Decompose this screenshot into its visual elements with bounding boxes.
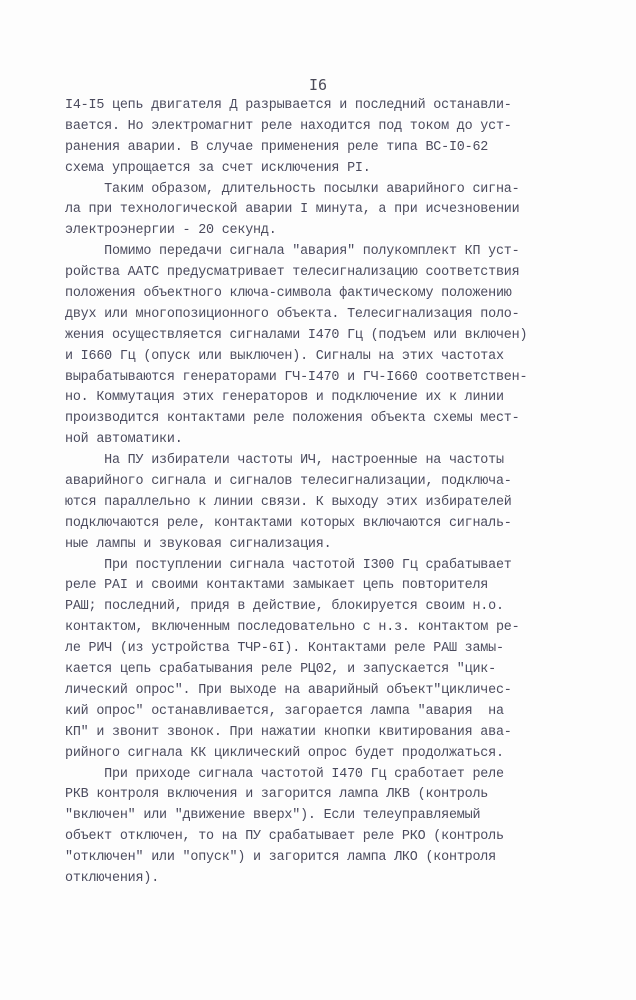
paragraph [65, 451, 560, 555]
text-line: На ПУ избиратели частоты ИЧ, настроенные на частоты [65, 453, 504, 469]
text-line: ла при технологической аварии I минута, а при исчезновении [65, 202, 520, 218]
text-line: КП" и звонит звонок. При нажатии кнопки квитирования ава- [65, 724, 512, 740]
text-line: ные лампы и звуковая сигнализация. [65, 536, 332, 552]
text-line: рийного сигнала КК циклический опрос будет продолжаться. [65, 745, 504, 761]
text-line: РКВ контроля включения и загорится лампа ЛКВ (контроль [65, 787, 489, 803]
text-line: вырабатываются генераторами ГЧ-I470 и ГЧ-I660 соответствен- [65, 369, 528, 385]
text-line: производится контактами реле положения объекта схемы мест- [65, 411, 520, 427]
paragraph [65, 180, 560, 243]
text-line: кается цепь срабатывания реле РЦ02, и запускается "цик- [65, 662, 496, 678]
text-line: РАШ; последний, придя в действие, блокируется своим н.о. [65, 599, 504, 615]
text-line: ранения аварии. В случае применения реле типа ВС-I0-62 [65, 139, 489, 155]
text-line: двух или многопозиционного объекта. Телесигнализация поло- [65, 306, 520, 322]
text-line: схема упрощается за счет исключения PI. [65, 160, 371, 176]
text-line: "включен" или "движение вверх"). Если телеуправляемый [65, 808, 481, 824]
text-line: объект отключен, то на ПУ срабатывает реле РКО (контроль [65, 829, 504, 845]
text-line: электроэнергии - 20 секунд. [65, 223, 277, 239]
text-line: ной автоматики. [65, 432, 183, 448]
text-line: и I660 Гц (опуск или выключен). Сигналы на этих частотах [65, 348, 504, 364]
text-line: лический опрос". При выходе на аварийный объект"цикличес- [65, 682, 512, 698]
text-line: кий опрос" останавливается, загорается лампа "авария на [65, 703, 504, 719]
text-line: Помимо передачи сигнала "авария" полукомплект КП уст- [65, 244, 520, 260]
text-line: I4-I5 цепь двигателя Д разрывается и последний останавли- [65, 98, 512, 113]
text-line: жения осуществляется сигналами I470 Гц (подъем или включен) [65, 327, 528, 343]
text-line: положения объектного ключа-символа фактическому положению [65, 286, 512, 302]
paragraph [65, 242, 560, 451]
paragraph [65, 765, 560, 890]
text-line: реле PAI и своими контактами замыкает цепь повторителя [65, 578, 489, 594]
text-line: аварийного сигнала и сигналов телесигнализации, подключа- [65, 474, 512, 490]
text-line: вается. Но электромагнит реле находится под током до уст- [65, 118, 512, 134]
text-line: При поступлении сигнала частотой I300 Гц срабатывает [65, 557, 512, 573]
text-line: При приходе сигнала частотой I470 Гц сработает реле [65, 766, 504, 782]
text-line: ются параллельно к линии связи. К выходу этих избирателей [65, 494, 512, 510]
paragraph [65, 96, 560, 180]
text-line: Таким образом, длительность посылки аварийного сигна- [65, 181, 520, 197]
text-line: но. Коммутация этих генераторов и подключение их к линии [65, 390, 504, 406]
text-line: ле РИЧ (из устройства ТЧР-6I). Контактами реле РАШ замы- [65, 641, 504, 657]
paragraph [65, 556, 560, 765]
text-line: ройства ААТС предусматривает телесигнализацию соответствия [65, 265, 520, 281]
text-line: отключения). [65, 870, 160, 886]
text-line: контактом, включенным последовательно с н.з. контактом ре- [65, 620, 520, 636]
page-number: I6 [308, 76, 328, 94]
document-body [65, 96, 560, 890]
text-line: подключаются реле, контактами которых включаются сигналь- [65, 515, 512, 531]
text-line: "отключен" или "опуск") и загорится лампа ЛКО (контроля [65, 850, 496, 866]
